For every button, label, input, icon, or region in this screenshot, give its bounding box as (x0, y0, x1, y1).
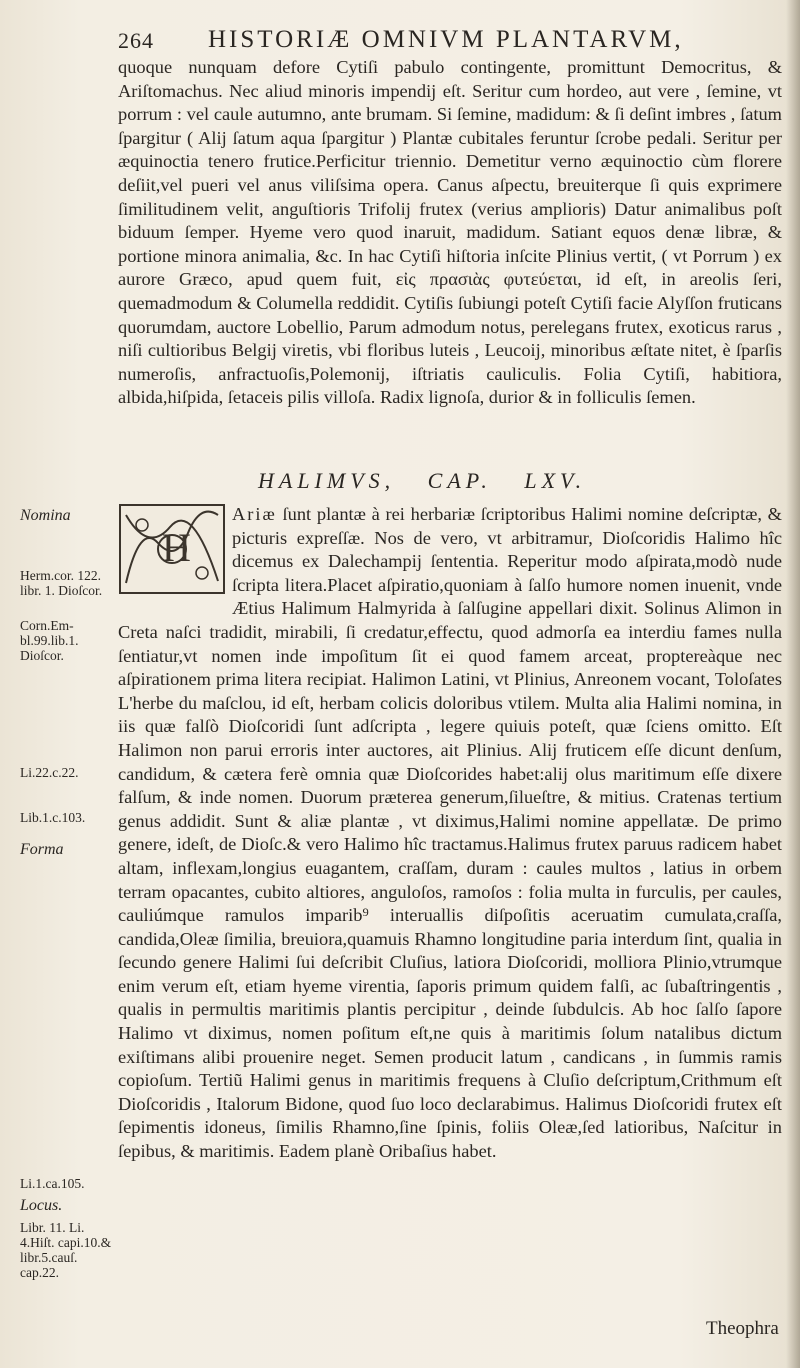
page-header (96, 26, 776, 56)
svg-text:H: H (162, 525, 191, 570)
page-number: 264 (118, 28, 154, 53)
margin-note: Herm.cor. 122. libr. 1. Dioſcor. (20, 568, 103, 598)
margin-note: Li.1.ca.105. (20, 1176, 85, 1191)
margin-note: Forma (20, 841, 64, 858)
margin-note: Nomina (20, 507, 71, 524)
margin-note: Libr. 11. Li. 4.Hiſt. capi.10.& libr.5.cauſ. cap.22. (20, 1220, 112, 1280)
body-text-top (118, 56, 782, 410)
catchword: Theophra (706, 1318, 779, 1339)
margin-note: Corn.Em-bl.99.lib.1. Dioſcor. (20, 618, 79, 663)
margin-note: Li.22.c.22. (20, 765, 79, 780)
chapter-heading: HALIMVS, CAP. LXV. (258, 468, 587, 493)
paragraph-1: quoque nunquam defore Cytiſi pabulo contingente, promittunt Democritus, & Ariſtomachus. Nec aliud minoris impendij eſt. Seritur cum hordeo, aut vere , ſemine, vt porrum : vel caule autumno, ante brumam. Si ſemine, madidum: & ſi deſint imbres , ſatum ſpargitur ( Alij ſatum aqua ſpargitur ) Plantæ cubitales feruntur ſcrobe pedali. Seritur per æquinoctia tenero frutice.Perficitur triennio. Demetitur verno æquinoctio cùm florere deſiit,vel pueri vel anus viliſsima opera. Canus aſpectu, breuiterque ſi quis exprimere ſimilitudinem velit, anguſtioris Trifolij frutex (verius amplioris) Datur animalibus poſt biduum ſemper. Hyeme vero quod inaruit, madidum. Satiant equos denæ libræ, & portione minora animalia, &c. In hac Cytiſi hiſtoria inſcite Plinius vertit, ( vt Porrum ) ex aurore Græco, apud quem fuit, εἰς πρασιὰς φυτεύεται, id eſt, in areolis ſeri, quemadmodum & Columella reddidit. Cytiſis ſubiungi poteſt Cytiſi facie Alyſſon fruticans quorumdam, auctore Lobellio, Parum admodum notus, perelegans frutex, exoticus rarus , niſi cultioribus Belgij viretis, vbi floribus luteis , Leucoij, minoribus æſtate nitet, è ſparſis numeroſis, anfractuoſis,Polemonij, iſtriatis cauliculis. Folia Cytiſi, habitiora, albida,hiſpida, ſetaceis pilis villoſa. Radix lignoſa, durior & in folliculis ſemen. (118, 57, 782, 408)
margin-note: Locus. (20, 1197, 63, 1214)
margin-note: Lib.1.c.103. (20, 810, 86, 825)
body-text-main (118, 503, 782, 1164)
paragraph-2: ſunt plantæ à rei herbariæ ſcriptoribus Halimi nomine deſcriptæ, & picturis expreſſæ. Nos de vero, vt arbitramur, Dioſcoridis Halimo hîc dicemus ex Dalechampij ſententia. Reperitur modo aſpirata,modò nude ſcripta litera.Placet aſpiratio,quoniam à ſalſo humore nomen inuenit, vnde Ætius Halimum Halmyrida à ſalſugine appellari dixit. Solinus Alimon in Creta naſci tradidit, mirabili, ſi credatur,effectu, quod admorſa ea interdiu fames nulla ſentiatur,vt nomen inde impoſitum ſit ei quod famem arceat, proptereàque nec aſpirationem prima litera recipiat. Halimon Latini, vt Plinius, Anreonem vocant, Toloſates L'herbe du maſclou, id eſt, herbam colicis doloribus vtilem. Multa alia Halimi nomina, in iis quæ falſò Dioſcoridi ſunt adſcripta , legere quiuis poteſt, quæ ſciens omitto. Eſt Halimon non parui erroris inter auctores, ait Plinius. Alij fruticem eſſe dicunt denſum, candidum, & cætera ferè omnia quæ Dioſcorides habet:alij olus maritimum eſſe dixere falſum, & inde nomen. Duorum præterea generum,ſilueſtre, & mitius. Cratenas tertium genus addidit. Sunt & aliæ plantæ , vt diximus,Halimi nomine appellatæ. De primo genere, ideſt, de Dioſc.& vero Halimo hîc tractamus.Halimus frutex paruus radicem habet altam, inflexam,longius euagantem, craſſam, duram : caules multos , latius in orbem terram opacantes, cubito altiores, anguloſos, ramoſos : folia multa in furculis, per caules, cauliúmque ramulos imparib⁹ interuallis diſpoſitis aceruatim cumulata,craſſa, candida,Oleæ ſimilia, breuiora,quamuis Rhamno longitudine paria interdum ſint, qualia in ſecundo genere Halimi ſui deſcribit Cluſius, latiora Dioſcoridi, molliora Plinio,vtrumque enim verum eſt, etiam hyeme virentia, ſaporis primum quidem falſi, ac ſubaſtringentis , qualis in permultis maritimis plantis percipitur , deinde ſubdulcis. Ab hoc ſalſo ſapore Halimo vt diximus, nomen poſitum eſt,ne quis à maritimis ſolum natalibus dictum exiſtimans alibi prouenire neget. Semen producit latum , candicans , in ſummis ramis copioſum. Tertiũ Halimi genus in maritimis frequens à Cluſio deſcriptum,Crithmum eſt Dioſcoridis , Italorum Bidone, quod ſuo loco declarabimus. Halimus Dioſcoridi frutex eſt ſepimentis idoneus, ſimilis Rhamno,ſine ſpinis, foliis Oleæ,ſed latioribus, Naſcitur in ſepibus, & maritimis. Eadem planè Oribaſius habet. (118, 504, 782, 1162)
running-head: HISTORIÆ OMNIVM PLANTARVM, (208, 26, 684, 53)
paragraph-2-lead: Ariæ (232, 504, 277, 524)
ornament-initial-icon (118, 503, 226, 595)
decorated-initial (118, 503, 232, 599)
page-spine-shadow (786, 0, 800, 1368)
